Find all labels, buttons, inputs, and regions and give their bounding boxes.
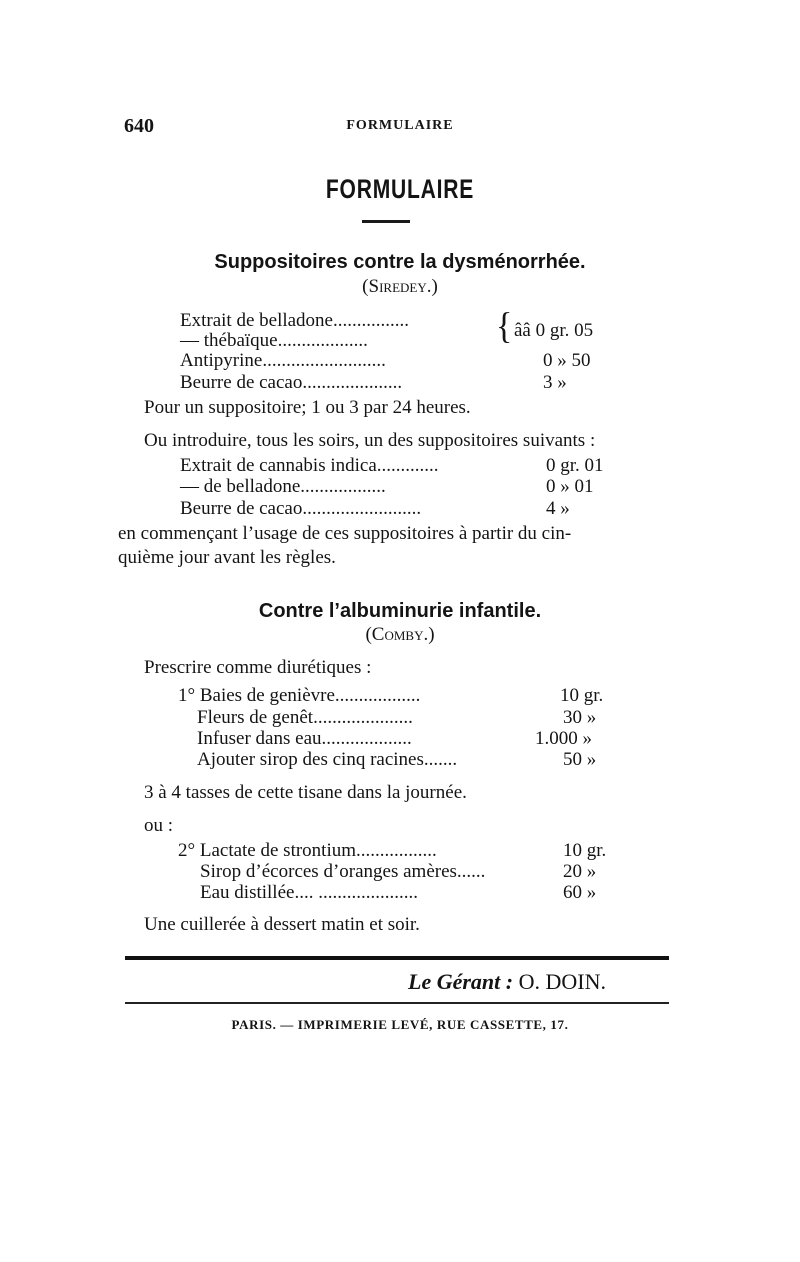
formula-a-line-3: Antipyrine.......................... bbox=[180, 350, 386, 371]
or-line: ou : bbox=[144, 815, 174, 836]
formula-b-qty-2: 0 » 01 bbox=[546, 476, 594, 497]
formula-2-line-3: Eau distillée.... ..................... bbox=[200, 882, 418, 903]
intro-b-line: Ou introduire, tous les soirs, un des suppositoires suivants : bbox=[144, 430, 596, 451]
signature bbox=[408, 969, 606, 995]
formula-1-qty-3: 1.000 » bbox=[535, 728, 592, 749]
footer-rule-bottom bbox=[125, 1002, 669, 1004]
formula-2-line-2: Sirop d’écorces d’oranges amères...... bbox=[200, 861, 486, 882]
instruction-line: Pour un suppositoire; 1 ou 3 par 24 heures. bbox=[144, 397, 471, 418]
formula-a-qty-4: 3 » bbox=[543, 372, 567, 393]
formula-1-qty-4: 50 » bbox=[563, 749, 597, 770]
signature-name: O. DOIN. bbox=[518, 969, 606, 994]
running-head: FORMULAIRE bbox=[346, 118, 454, 133]
formula-1-line-2: Fleurs de genêt..................... bbox=[197, 707, 413, 728]
formula-1-qty-2: 30 » bbox=[563, 707, 597, 728]
dose-line-1: 3 à 4 tasses de cette tisane dans la journée. bbox=[144, 782, 467, 803]
section-title-albuminurie: Contre l’albuminurie infantile. bbox=[258, 600, 542, 622]
footer-rule-top bbox=[125, 956, 669, 960]
formula-a-qty-3: 0 » 50 bbox=[543, 350, 591, 371]
formula-b-qty-1: 0 gr. 01 bbox=[546, 455, 604, 476]
formula-2-qty-1: 10 gr. bbox=[563, 840, 607, 861]
author-siredey: (Siredey.) bbox=[362, 276, 438, 297]
formula-1-line-3: Infuser dans eau................... bbox=[197, 728, 412, 749]
formula-a-brace-qty: ââ 0 gr. 05 bbox=[514, 320, 594, 341]
formula-a-line-1: Extrait de belladone................ bbox=[180, 310, 409, 331]
formula-2-line-1: 2° Lactate de strontium................. bbox=[178, 840, 437, 861]
closing-line-1: en commençant l’usage de ces suppositoires à partir du cin- bbox=[118, 523, 572, 544]
page-number: 640 bbox=[124, 115, 154, 137]
formula-1-line-1: 1° Baies de genièvre.................. bbox=[178, 685, 421, 706]
closing-line-2: quième jour avant les règles. bbox=[118, 547, 336, 568]
formula-a-line-4: Beurre de cacao..................... bbox=[180, 372, 403, 393]
page-title: FORMULAIRE bbox=[325, 174, 475, 204]
formula-1-line-4: Ajouter sirop des cinq racines....... bbox=[197, 749, 458, 770]
signature-label: Le Gérant : bbox=[408, 969, 514, 994]
formula-2-qty-2: 20 » bbox=[563, 861, 597, 882]
author-comby: (Comby.) bbox=[365, 624, 435, 645]
formula-2-qty-3: 60 » bbox=[563, 882, 597, 903]
title-rule bbox=[362, 220, 410, 223]
formula-b-line-1: Extrait de cannabis indica............. bbox=[180, 455, 439, 476]
brace-symbol: { bbox=[496, 306, 513, 347]
formula-b-qty-3: 4 » bbox=[546, 498, 570, 519]
formula-a-line-2: — thébaïque................... bbox=[180, 330, 368, 351]
section-title-dysmenorrhee: Suppositoires contre la dysménorrhée. bbox=[214, 251, 586, 273]
printer-imprint: PARIS. — IMPRIMERIE LEVÉ, RUE CASSETTE, 17. bbox=[231, 1017, 569, 1032]
formula-1-qty-1: 10 gr. bbox=[560, 685, 604, 706]
formula-b-line-3: Beurre de cacao......................... bbox=[180, 498, 422, 519]
dose-line-2: Une cuillerée à dessert matin et soir. bbox=[144, 914, 420, 935]
formula-b-line-2: — de belladone.................. bbox=[180, 476, 386, 497]
intro-diuretiques: Prescrire comme diurétiques : bbox=[144, 657, 372, 678]
